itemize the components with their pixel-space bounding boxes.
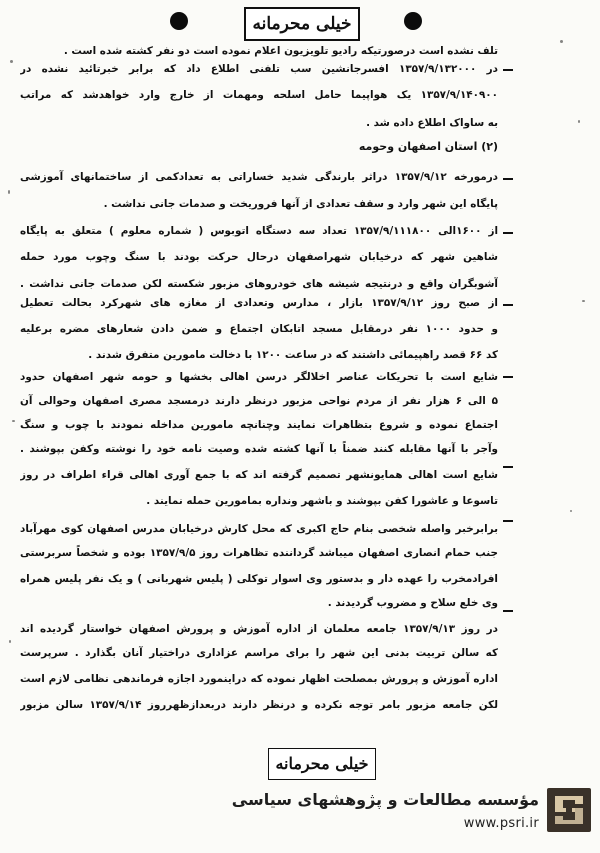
bullet-dash	[503, 178, 513, 180]
scan-speckle	[578, 120, 580, 123]
body-line: شاهین شهر که درخیابان شهراصفهان درحال حرکت بودند با سنگ وچوب مورد حمله	[20, 251, 498, 263]
bullet-dash	[503, 304, 513, 306]
body-line: لکن جامعه مزبور بامر توجه نکرده و درنظر دارند دربعدازظهرروز ۱۳۵۷/۹/۱۴ سالن مزبور	[20, 699, 498, 711]
bullet-dash	[503, 232, 513, 234]
body-line: جنب حمام انصاری اصفهان میباشد گرداننده تظاهرات روز ۱۳۵۷/۹/۵ بوده و شخصاً سربرستی	[20, 547, 498, 559]
bullet-dash	[503, 69, 513, 71]
body-line: از ۱۶۰۰الی ۱۳۵۷/۹/۱۱۱۸۰۰ تعداد سه دستگاه اتوبوس ( شماره معلوم ) متعلق به پایگاه	[20, 225, 498, 237]
bullet-dash	[503, 376, 513, 378]
body-line: وی خلع سلاح و مضروب گردیدند .	[327, 597, 498, 609]
body-line: پایگاه این شهر وارد و سقف تعدادی از آنها فروریخت و صدمات جانی نداشت .	[103, 198, 498, 210]
institution-name: مؤسسه مطالعات و پژوهشهای سیاسی	[231, 790, 539, 809]
scan-speckle	[9, 640, 11, 643]
psri-logo-icon	[547, 788, 591, 832]
institution-url[interactable]: www.psri.ir	[463, 816, 539, 831]
section-heading: (۲) استان اصفهان وحومه	[358, 140, 498, 153]
body-line: به ساواک اطلاع داده شد .	[366, 117, 498, 129]
classification-stamp-top: خیلی محرمانه	[244, 7, 360, 41]
body-line: وآجر با آنها مقابله کنند ضمناً با آنها کشته شده وصیت نامه خود را نوشته وکفن بپوشند .	[20, 443, 498, 455]
scan-speckle	[8, 190, 10, 194]
scan-speckle	[582, 300, 585, 302]
classification-stamp-bottom: خیلی محرمانه	[268, 748, 376, 780]
body-line: و حدود ۱۰۰۰ نفر درمقابل مسجد اتابکان اجتماع و ضمن دادن شعارهای مضره برعلیه	[20, 323, 498, 335]
body-line: از صبح روز ۱۳۵۷/۹/۱۲ بازار ، مدارس وتعدادی از مغازه های شهرکرد بحالت تعطیل	[20, 297, 498, 309]
body-line: درمورخه ۱۳۵۷/۹/۱۲ دراثر بارندگی شدید خساراتی به تعدادکمی از ساختمانهای آموزشی	[20, 171, 498, 183]
body-line: کد ۶۶ قصد راهپیمائی داشتند که در ساعت ۱۲۰۰ با دخالت مامورین متفرق شدند .	[88, 349, 498, 361]
body-line: شایع است اهالی همایونشهر تصمیم گرفته اند که با جمع آوری اهالی قراء اطراف در روز	[20, 469, 498, 481]
body-line: برابرخبر واصله شخصی بنام حاج اکبری که محل کارش درخیابان مدرس اصفهان کوی مهرآباد	[20, 523, 498, 535]
scan-speckle	[10, 60, 13, 63]
bullet-dash	[503, 466, 513, 468]
body-line: تلف نشده است درصورتیکه رادیو تلویزیون اعلام نموده است دو نفر کشته شده است .	[63, 45, 498, 57]
punch-hole-right	[404, 12, 422, 30]
body-line: اجتماع نموده و شروع بتظاهرات نمایند وچنانچه مامورین مداخله نمودند با چوب و سنگ	[20, 419, 498, 431]
body-line: در ۱۳۵۷/۹/۱۳۲۰۰۰ افسرجانشین سب تلفنی اطلاع داد که برابر خبرتائید نشده در	[20, 63, 498, 75]
body-line: آشوبگران واقع و درنتیجه شیشه های خودروهای مزبور شکسته لکن صدمات جانی نداشت .	[20, 278, 498, 290]
punch-hole-left	[170, 12, 188, 30]
bullet-dash	[503, 610, 513, 612]
scan-speckle	[570, 510, 572, 512]
body-line: تاسوعا و عاشورا کفن بپوشند و باشهر ونداره بمامورین حمله نمایند .	[146, 495, 498, 507]
scan-speckle	[560, 40, 563, 43]
body-line: افرادمخرب را عهده دار و بدستور وی اسوار توکلی ( پلیس شهربانی ) و یک نفر پلیس همراه	[20, 573, 498, 585]
body-line: شایع است با تحریکات عناصر اخلالگر درسن اهالی بخشها و حومه شهر اصفهان حدود	[20, 371, 498, 383]
bullet-dash	[503, 520, 513, 522]
institution-footer	[231, 778, 595, 850]
body-line: در روز ۱۳۵۷/۹/۱۳ جامعه معلمان از اداره آموزش و پرورش اصفهان خواستار گردیده اند	[20, 623, 498, 635]
body-line: اداره آموزش و پرورش بمصلحت اظهار نموده که دراینمورد اجازه فرماندهی نظامی لازم است	[20, 673, 498, 685]
body-line: ۵ الی ۶ هزار نفر از مردم نواحی مزبور درنظر دارند درمسجد مصری اصفهان وحوالی آن	[20, 395, 498, 407]
body-line: ۱۳۵۷/۹/۱۴۰۹۰۰ یک هواپیما حامل اسلحه ومهمات از خارج وارد خواهدشد که مراتب	[20, 89, 498, 101]
body-line: که سالن تربیت بدنی این شهر را برای مراسم عزاداری دراختیار آنان بگذارد . سرپرست	[20, 647, 498, 659]
scan-speckle	[12, 420, 15, 422]
